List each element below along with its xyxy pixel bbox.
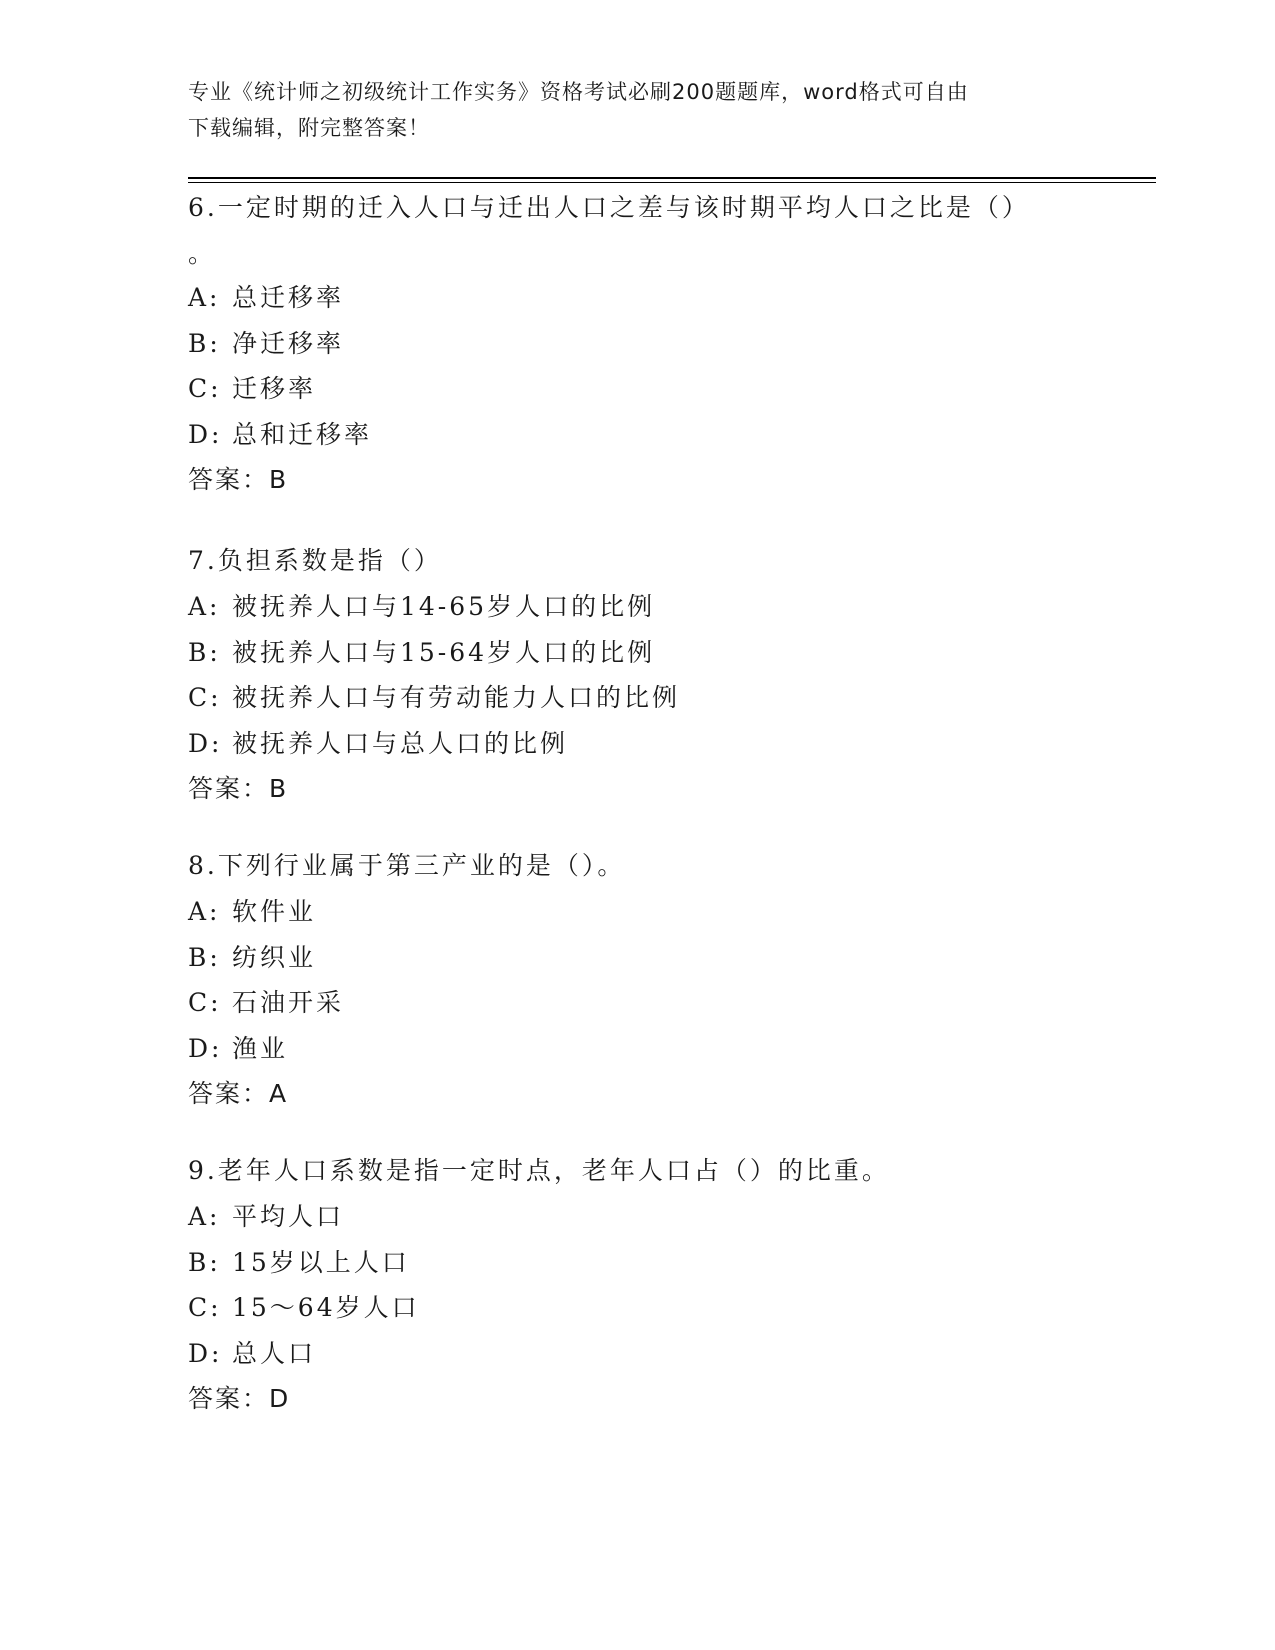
option-key: D: [188,1033,223,1063]
question-stem-continuation: 。 [188,239,217,268]
option-c [188,675,1148,721]
question-7 [188,538,1148,812]
header-divider-thick [188,177,1156,179]
answer-prefix: 答案： [188,1384,270,1413]
header-line-2: 下载编辑，附完整答案！ [188,116,430,140]
option-key: A: [188,1202,221,1231]
question-stem: 6.一定时期的迁入人口与迁出人口之差与该时期平均人口之比是（） [188,193,1030,222]
option-text: 净迁移率 [232,328,345,358]
option-text: 迁移率 [232,374,317,403]
answer-line [188,457,1148,503]
option-text: 15岁以上人口 [232,1247,410,1277]
document-header [188,74,1088,146]
option-text: 15～64岁人口 [232,1293,420,1322]
option-text: 纺织业 [232,942,317,972]
option-text: 总人口 [232,1338,317,1368]
question-stem: 7.负担系数是指（） [188,546,442,575]
question-9 [188,1148,1148,1422]
option-a [188,1194,1148,1240]
option-key: D: [188,728,223,758]
option-key: B: [188,328,221,358]
header-line-1: 专业《统计师之初级统计工作实务》资格考试必刷200题题库，word格式可自由 [188,80,969,104]
option-b [188,321,1148,367]
option-text: 总迁移率 [232,283,345,312]
option-key: A: [188,592,221,621]
option-key: D: [188,419,223,449]
option-key: A: [188,897,221,926]
option-key: B: [188,1247,221,1277]
answer-prefix: 答案： [188,1079,270,1108]
option-text: 被抚养人口与15-64岁人口的比例 [232,637,656,667]
option-d [188,721,1148,767]
option-key: C: [188,988,222,1017]
option-c [188,366,1148,412]
option-text: 被抚养人口与总人口的比例 [232,728,569,758]
option-text: 平均人口 [232,1202,345,1231]
option-d [188,1026,1148,1072]
question-stem: 8.下列行业属于第三产业的是（）。 [188,851,626,880]
question-8 [188,843,1148,1117]
option-d [188,1331,1148,1377]
answer-value: D [269,1384,291,1413]
option-key: C: [188,374,222,403]
option-c [188,980,1148,1026]
option-d [188,412,1148,458]
option-key: B: [188,637,221,667]
option-text: 渔业 [232,1033,289,1063]
option-key: C: [188,1293,222,1322]
option-a [188,889,1148,935]
answer-value: B [269,774,289,803]
answer-value: B [269,465,289,494]
option-a [188,584,1148,630]
option-key: C: [188,683,222,712]
answer-line [188,766,1148,812]
option-text: 软件业 [232,897,317,926]
answer-prefix: 答案： [188,465,270,494]
header-divider-thin [188,182,1156,183]
option-key: D: [188,1338,223,1368]
option-key: B: [188,942,221,972]
option-b [188,935,1148,981]
answer-value: A [269,1079,289,1108]
option-b [188,630,1148,676]
answer-line [188,1071,1148,1117]
question-stem: 9.老年人口系数是指一定时点，老年人口占（）的比重。 [188,1156,890,1185]
option-text: 石油开采 [232,988,345,1017]
option-text: 被抚养人口与有劳动能力人口的比例 [232,683,681,712]
option-b [188,1240,1148,1286]
answer-prefix: 答案： [188,774,270,803]
question-6 [188,185,1148,503]
option-text: 被抚养人口与14-65岁人口的比例 [232,592,656,621]
option-text: 总和迁移率 [232,419,373,449]
option-c [188,1285,1148,1331]
answer-line [188,1376,1148,1422]
option-a [188,275,1148,321]
option-key: A: [188,283,221,312]
